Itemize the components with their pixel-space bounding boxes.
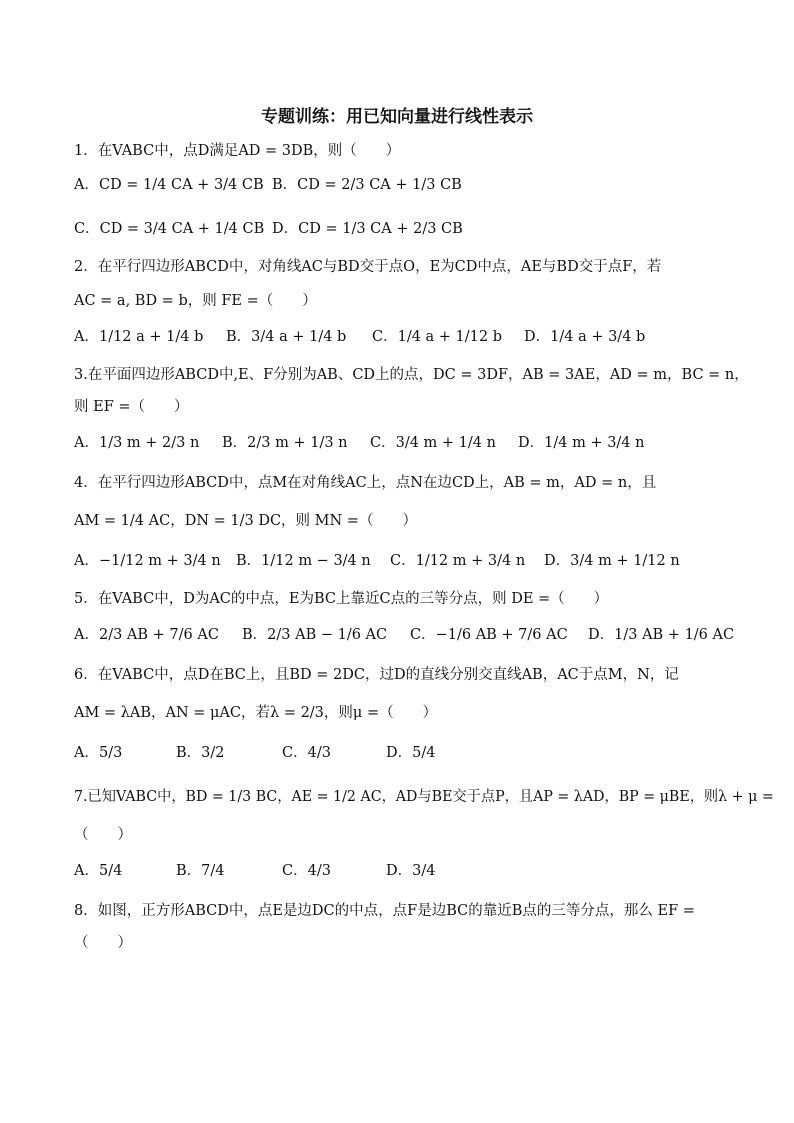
q3-option-a: A．1/3 m + 2/3 n bbox=[74, 435, 200, 451]
q8-stem-line1: 8．如图，正方形ABCD中，点E是边DC的中点，点F是边BC的靠近B点的三等分点，那么 EF = bbox=[74, 903, 695, 919]
q2-option-a: A．1/12 a + 1/4 b bbox=[74, 329, 204, 345]
q3-option-c: C．3/4 m + 1/4 n bbox=[370, 435, 496, 451]
q7-option-a: A．5/4 bbox=[74, 863, 123, 879]
q5-option-c: C．−1/6 AB + 7/6 AC bbox=[410, 627, 568, 643]
q2-option-d: D．1/4 a + 3/4 b bbox=[524, 329, 646, 345]
q1-option-c: C．CD = 3/4 CA + 1/4 CB bbox=[74, 221, 265, 237]
q6-stem-line1: 6．在VABC中，点D在BC上，且BD = 2DC，过D的直线分别交直线AB，AC于点M，N，记 bbox=[74, 667, 679, 683]
q6-option-b: B．3/2 bbox=[176, 745, 225, 761]
q3-stem-line1: 3.在平面四边形ABCD中,E、F分别为AB、CD上的点，DC = 3DF，AB = 3AE，AD = m，BC = n， bbox=[74, 367, 749, 383]
q6-stem-line2: AM = λAB，AN = μAC，若λ = 2/3，则μ =（ ） bbox=[74, 705, 438, 721]
q4-option-a: A．−1/12 m + 3/4 n bbox=[74, 553, 221, 569]
q2-stem-line2: AC = a, BD = b，则 FE =（ ） bbox=[74, 293, 317, 309]
q1-option-d: D．CD = 1/3 CA + 2/3 CB bbox=[272, 221, 463, 237]
q4-option-c: C．1/12 m + 3/4 n bbox=[390, 553, 526, 569]
page-title: 专题训练：用已知向量进行线性表示 bbox=[261, 107, 533, 127]
q2-option-b: B．3/4 a + 1/4 b bbox=[226, 329, 347, 345]
q3-option-d: D．1/4 m + 3/4 n bbox=[518, 435, 645, 451]
q6-option-c: C．4/3 bbox=[282, 745, 331, 761]
q7-option-d: D．3/4 bbox=[386, 863, 436, 879]
q3-stem-line2: 则 EF =（ ） bbox=[74, 399, 189, 415]
q1-stem: 1．在VABC中，点D满足AD = 3DB，则（ ） bbox=[74, 143, 401, 159]
q5-option-a: A．2/3 AB + 7/6 AC bbox=[74, 627, 219, 643]
q7-stem-line1: 7.已知VABC中，BD = 1/3 BC，AE = 1/2 AC，AD与BE交于点P，且AP = λAD，BP = μBE，则λ + μ = bbox=[74, 789, 774, 805]
q6-option-a: A．5/3 bbox=[74, 745, 123, 761]
q5-option-b: B．2/3 AB − 1/6 AC bbox=[242, 627, 388, 643]
q1-option-a: A．CD = 1/4 CA + 3/4 CB bbox=[74, 177, 264, 193]
q1-option-b: B．CD = 2/3 CA + 1/3 CB bbox=[272, 177, 462, 193]
q4-option-b: B．1/12 m − 3/4 n bbox=[236, 553, 371, 569]
q2-stem-line1: 2．在平行四边形ABCD中，对角线AC与BD交于点O，E为CD中点，AE与BD交于点F，若 bbox=[74, 259, 662, 275]
q6-option-d: D．5/4 bbox=[386, 745, 436, 761]
q8-stem-line2: （ ） bbox=[74, 935, 132, 951]
q5-option-d: D．1/3 AB + 1/6 AC bbox=[588, 627, 735, 643]
q7-option-c: C．4/3 bbox=[282, 863, 331, 879]
q7-option-b: B．7/4 bbox=[176, 863, 225, 879]
q4-option-d: D．3/4 m + 1/12 n bbox=[544, 553, 680, 569]
q5-stem: 5．在VABC中，D为AC的中点，E为BC上靠近C点的三等分点，则 DE =（ ） bbox=[74, 591, 609, 607]
q2-option-c: C．1/4 a + 1/12 b bbox=[372, 329, 503, 345]
q4-stem-line2: AM = 1/4 AC，DN = 1/3 DC，则 MN =（ ） bbox=[74, 513, 417, 529]
q3-option-b: B．2/3 m + 1/3 n bbox=[222, 435, 348, 451]
q4-stem-line1: 4．在平行四边形ABCD中，点M在对角线AC上，点N在边CD上，AB = m，AD = n，且 bbox=[74, 475, 657, 491]
q7-stem-line2: （ ） bbox=[74, 827, 132, 843]
